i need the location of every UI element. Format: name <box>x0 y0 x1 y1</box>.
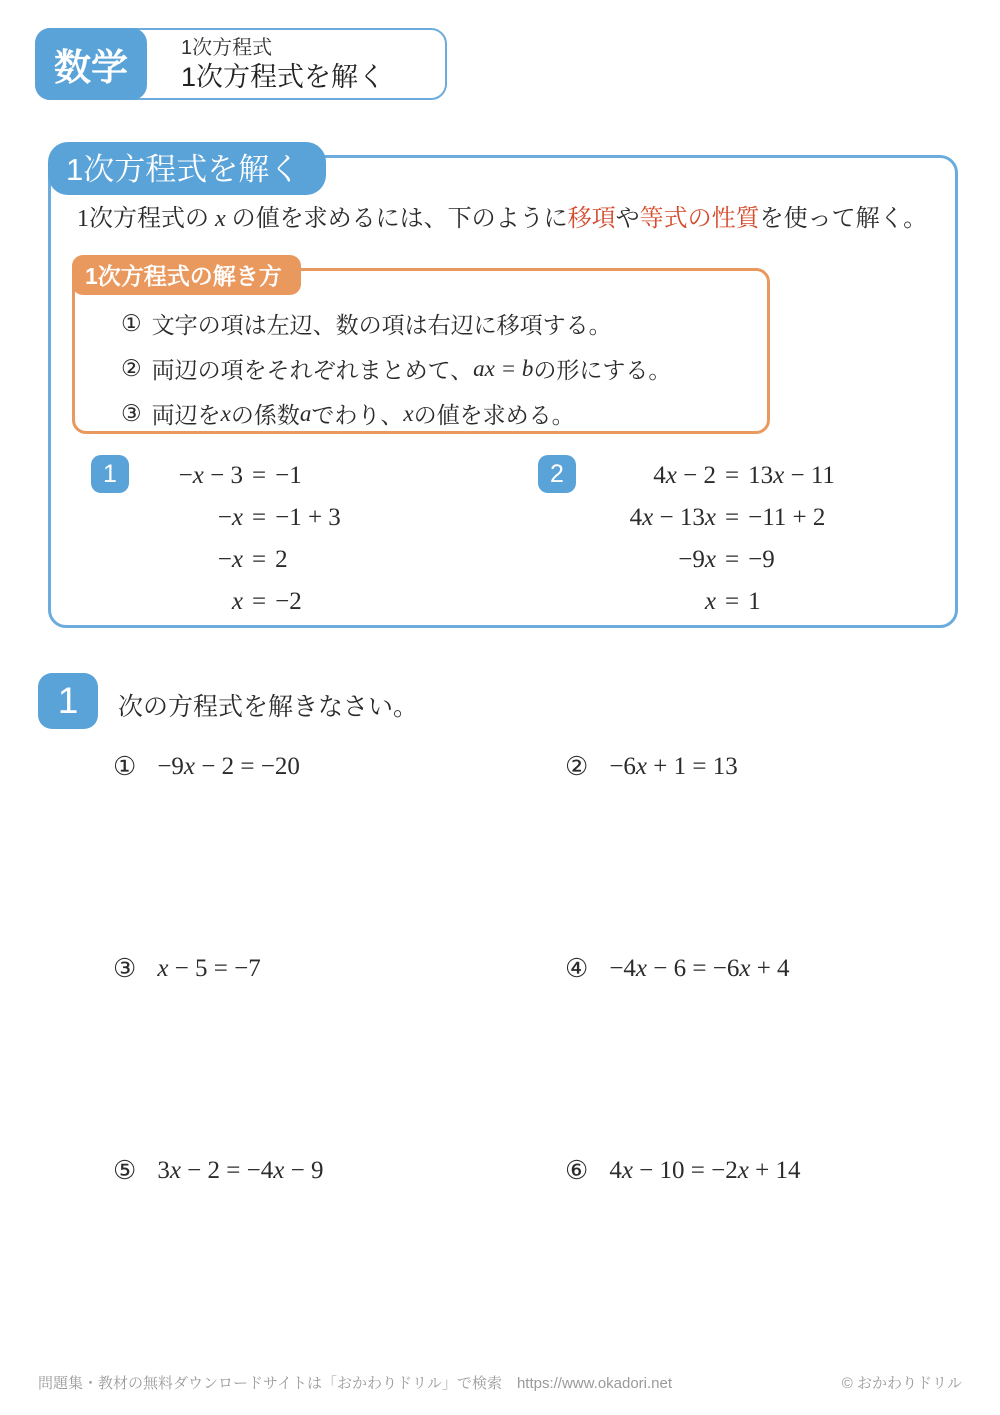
equation-lhs: x <box>231 588 243 615</box>
header <box>35 28 447 100</box>
method-step-3 <box>121 391 671 436</box>
section-tab-title: 1次方程式を解く <box>48 142 326 195</box>
intro-highlight-ikou: 移項 <box>567 206 616 232</box>
equation-line <box>155 539 341 581</box>
equals-sign: = <box>725 588 740 615</box>
problem-equation: 3x − 2 = −4x − 9 <box>157 1157 324 1184</box>
problem-number: ② <box>565 752 589 781</box>
step-text: 両辺を <box>151 403 221 428</box>
equation-lhs: x <box>704 588 716 615</box>
equation-rhs: 13x − 11 <box>748 462 835 489</box>
equation-rhs: −9 <box>748 546 775 573</box>
problem-item-2 <box>565 750 958 952</box>
step-text: の形にする。 <box>533 358 672 383</box>
step-math: a <box>299 400 312 426</box>
problem-grid <box>113 750 958 1356</box>
problem-number: ④ <box>565 954 589 983</box>
problem-equation: x − 5 = −7 <box>157 955 261 982</box>
intro-text <box>77 202 939 236</box>
problem-item-3 <box>113 952 565 1154</box>
equation-line <box>602 539 835 581</box>
intro-highlight-toushiki: 等式の性質 <box>639 206 760 232</box>
subject-badge: 数学 <box>35 28 147 100</box>
header-title: 1次方程式を解く <box>181 62 386 92</box>
header-category: 1次方程式 <box>181 37 273 59</box>
equation-rhs: −2 <box>275 588 302 615</box>
worked-example-2 <box>538 455 835 623</box>
intro-segment: の値を求めるには、下のように <box>225 206 568 232</box>
intro-math-x: x <box>215 206 226 232</box>
equation-line <box>155 581 341 623</box>
equals-sign: = <box>252 504 267 531</box>
problem-item-6 <box>565 1154 958 1356</box>
equals-sign: = <box>725 546 740 573</box>
problem-equation: −4x − 6 = −6x + 4 <box>609 955 790 982</box>
problem-item-4 <box>565 952 958 1154</box>
example-1-equations <box>155 455 341 623</box>
step-text: の係数 <box>230 403 300 428</box>
example-2-badge: 2 <box>538 455 576 493</box>
step-text: 両辺の項をそれぞれまとめて、 <box>151 358 474 383</box>
explanation-box <box>48 152 958 628</box>
equation-lhs: −x <box>217 546 243 573</box>
method-steps <box>121 301 671 436</box>
step-text: でわり、 <box>311 403 404 428</box>
equation-lhs: 4x − 2 <box>653 462 716 489</box>
problem-section-badge: 1 <box>38 673 98 729</box>
equation-line <box>602 497 835 539</box>
method-step-1 <box>121 301 671 346</box>
problem-instruction: 次の方程式を解きなさい。 <box>118 694 419 721</box>
method-box <box>72 262 770 434</box>
equation-rhs: 2 <box>275 546 288 573</box>
intro-segment: を使って解く。 <box>759 206 928 232</box>
step-number: ② <box>121 355 142 381</box>
problem-number: ① <box>113 752 137 781</box>
intro-segment: や <box>615 206 640 232</box>
example-1-badge: 1 <box>91 455 129 493</box>
problem-item-1 <box>113 750 565 952</box>
equals-sign: = <box>725 462 740 489</box>
equals-sign: = <box>725 504 740 531</box>
step-text: 文字の項は左辺、数の項は右辺に移項する。 <box>151 313 612 338</box>
footer-copyright: © おかわりドリル <box>841 1375 962 1392</box>
problem-number: ③ <box>113 954 137 983</box>
problem-equation: −6x + 1 = 13 <box>609 753 738 780</box>
method-tab-title: 1次方程式の解き方 <box>72 255 301 295</box>
equals-sign: = <box>252 546 267 573</box>
worked-example-1 <box>91 455 341 623</box>
problem-equation: 4x − 10 = −2x + 14 <box>609 1157 801 1184</box>
equation-line <box>155 497 341 539</box>
step-math: x <box>220 400 231 426</box>
footer-site-info: 問題集・教材の無料ダウンロードサイトは「おかわりドリル」で検索 https://www.okadori.net <box>38 1375 673 1392</box>
step-number: ③ <box>121 400 142 426</box>
equals-sign: = <box>252 462 267 489</box>
step-number: ① <box>121 310 142 336</box>
step-text: の値を求める。 <box>413 403 575 428</box>
header-texts <box>181 36 441 93</box>
equation-rhs: −11 + 2 <box>748 504 826 531</box>
step-math: ax = b <box>473 355 534 381</box>
intro-segment: 1次方程式の <box>77 206 215 232</box>
equation-rhs: 1 <box>748 588 761 615</box>
method-step-2 <box>121 346 671 391</box>
problem-number: ⑥ <box>565 1156 589 1185</box>
equation-rhs: −1 + 3 <box>275 504 341 531</box>
step-math: x <box>403 400 414 426</box>
footer <box>38 1372 962 1393</box>
problem-item-5 <box>113 1154 565 1356</box>
equation-lhs: −9x <box>678 546 716 573</box>
problem-equation: −9x − 2 = −20 <box>157 753 300 780</box>
equation-line <box>155 455 341 497</box>
equals-sign: = <box>252 588 267 615</box>
example-2-equations <box>602 455 835 623</box>
problem-number: ⑤ <box>113 1156 137 1185</box>
equation-lhs: 4x − 13x <box>629 504 716 531</box>
equation-lhs: −x <box>217 504 243 531</box>
equation-rhs: −1 <box>275 462 302 489</box>
equation-line <box>602 581 835 623</box>
equation-lhs: −x − 3 <box>178 462 243 489</box>
equation-line <box>602 455 835 497</box>
